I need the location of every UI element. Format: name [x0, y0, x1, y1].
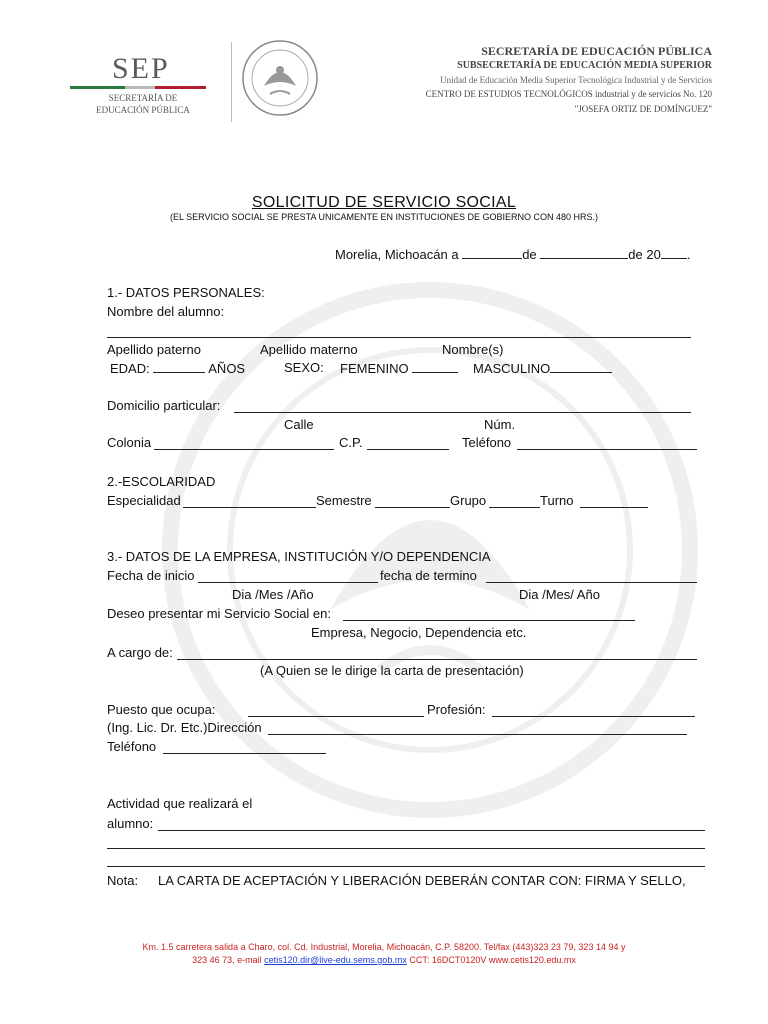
fecha-inicio-label: Fecha de inicio [107, 568, 195, 583]
footer-cct: CCT: 16DCT0120V www.cetis120.edu.mx [406, 955, 576, 965]
sep-logo-sub1: SECRETARÍA DE [108, 93, 178, 103]
section3-heading: 3.- DATOS DE LA EMPRESA, INSTITUCIÓN Y/O DEPENDENCIA [107, 549, 491, 564]
date-year-field[interactable] [661, 246, 687, 259]
fecha-termino-field[interactable] [486, 582, 697, 583]
domicilio-field[interactable] [234, 412, 691, 413]
date-month-field[interactable] [540, 246, 628, 259]
a-cargo-field[interactable] [177, 659, 697, 660]
actividad-field-1[interactable] [158, 830, 705, 831]
puesto-field[interactable] [248, 716, 424, 717]
masculino-label: MASCULINO [473, 361, 551, 376]
date-day-field[interactable] [462, 246, 522, 259]
direccion-label: (Ing. Lic. Dr. Etc.)Dirección [107, 720, 262, 735]
especialidad-label: Especialidad [107, 493, 181, 508]
a-cargo-label: A cargo de: [107, 645, 173, 660]
num-label: Núm. [484, 417, 516, 432]
sexo-label: SEXO: [284, 360, 324, 375]
student-name-field[interactable] [107, 337, 691, 338]
telefono-field[interactable] [517, 449, 697, 450]
edad-label: EDAD: [110, 361, 150, 376]
apellido-materno-label: Apellido materno [260, 342, 358, 357]
edad-field[interactable] [153, 360, 205, 373]
deseo-field[interactable] [343, 620, 635, 621]
nombres-label: Nombre(s) [442, 342, 504, 357]
grupo-label: Grupo [450, 493, 487, 508]
page-title: SOLICITUD DE SERVICIO SOCIAL [251, 194, 517, 211]
especialidad-field[interactable] [183, 507, 316, 508]
header-line-sep: SECRETARÍA DE EDUCACIÓN PÚBLICA [481, 44, 712, 58]
a-quien-hint: (A Quien se le dirige la carta de presentación) [260, 663, 524, 678]
section2-heading: 2.-ESCOLARIDAD [107, 474, 216, 489]
apellido-paterno-label: Apellido paterno [107, 342, 201, 357]
date-line [335, 246, 690, 262]
masculino-field[interactable] [550, 360, 612, 373]
deseo-label: Deseo presentar mi Servicio Social en: [107, 606, 331, 621]
semestre-label: Semestre [316, 493, 372, 508]
calle-label: Calle [284, 417, 314, 432]
sep-logo [68, 40, 218, 124]
page-subtitle: (EL SERVICIO SOCIAL SE PRESTA UNICAMENTE EN INSTITUCIONES DE GOBIERNO CON 480 HRS.) [169, 212, 599, 222]
footer-address: Km. 1.5 carretera salida a Charo, col. Cd. Industrial, Morelia, Michoacán, C.P. 58200. Tel/fax (443)323 23 79, 323 14 94 y [142, 942, 626, 952]
header-divider [231, 42, 232, 122]
actividad-label-1: Actividad que realizará el [107, 796, 253, 811]
turno-label: Turno [540, 493, 574, 508]
sep-logo-sub2: EDUCACIÓN PÚBLICA [96, 105, 190, 115]
actividad-field-3[interactable] [107, 866, 705, 867]
femenino-group [340, 360, 458, 376]
domicilio-label: Domicilio particular: [107, 398, 221, 413]
grupo-field[interactable] [489, 507, 540, 508]
puesto-label: Puesto que ocupa: [107, 702, 216, 717]
telefono-empresa-label: Teléfono [107, 739, 157, 754]
cp-field[interactable] [367, 449, 449, 450]
cp-label: C.P. [339, 435, 363, 450]
footer-contact [0, 955, 768, 965]
nota-text: LA CARTA DE ACEPTACIÓN Y LIBERACIÓN DEBERÁN CONTAR CON: FIRMA Y SELLO, [158, 873, 686, 888]
femenino-label: FEMENINO [340, 361, 409, 376]
date-de-1: de [522, 247, 537, 262]
masculino-group [473, 360, 612, 376]
actividad-field-2[interactable] [107, 848, 705, 849]
header-line-centro: CENTRO DE ESTUDIOS TECNOLÓGICOS industrial y de servicios No. 120 [425, 89, 712, 99]
dia-mes-ano-2: Dia /Mes/ Año [519, 587, 600, 602]
profesion-label: Profesión: [427, 702, 486, 717]
sep-flag-bar [70, 86, 206, 89]
age-sex-row [110, 360, 245, 376]
direccion-field[interactable] [268, 734, 687, 735]
telefono-empresa-field[interactable] [163, 753, 326, 754]
colonia-label: Colonia [107, 435, 152, 450]
header-line-subsecretaria: SUBSECRETARÍA DE EDUCACIÓN MEDIA SUPERIOR [457, 60, 712, 71]
femenino-field[interactable] [412, 360, 458, 373]
student-name-label: Nombre del alumno: [107, 304, 225, 319]
footer-phone: 323 46 73, e-mail [192, 955, 265, 965]
date-end: . [686, 247, 691, 262]
telefono-label: Teléfono [462, 435, 512, 450]
sep-logo-text: SEP [112, 52, 170, 85]
mexico-seal-icon [240, 38, 320, 118]
colonia-field[interactable] [154, 449, 334, 450]
actividad-label-2: alumno: [107, 816, 154, 831]
section1-heading: 1.- DATOS PERSONALES: [107, 285, 265, 300]
dia-mes-ano-1: Dia /Mes /Año [232, 587, 314, 602]
turno-field[interactable] [580, 507, 648, 508]
nota-label: Nota: [107, 873, 139, 888]
anos-label: AÑOS [208, 361, 246, 376]
header-line-unidad: Unidad de Educación Media Superior Tecnológica Industrial y de Servicios [440, 75, 712, 85]
empresa-hint: Empresa, Negocio, Dependencia etc. [311, 625, 527, 640]
header-line-josefa: "JOSEFA ORTIZ DE DOMÍNGUEZ" [574, 104, 712, 114]
footer-email-link[interactable]: cetis120.dir@live-edu.sems.gob.mx [264, 955, 407, 965]
date-prefix: Morelia, Michoacán a [335, 247, 459, 262]
date-de-2: de 20 [628, 247, 661, 262]
fecha-inicio-field[interactable] [198, 582, 378, 583]
semestre-field[interactable] [375, 507, 450, 508]
profesion-field[interactable] [492, 716, 695, 717]
fecha-termino-label: fecha de termino [380, 568, 477, 583]
